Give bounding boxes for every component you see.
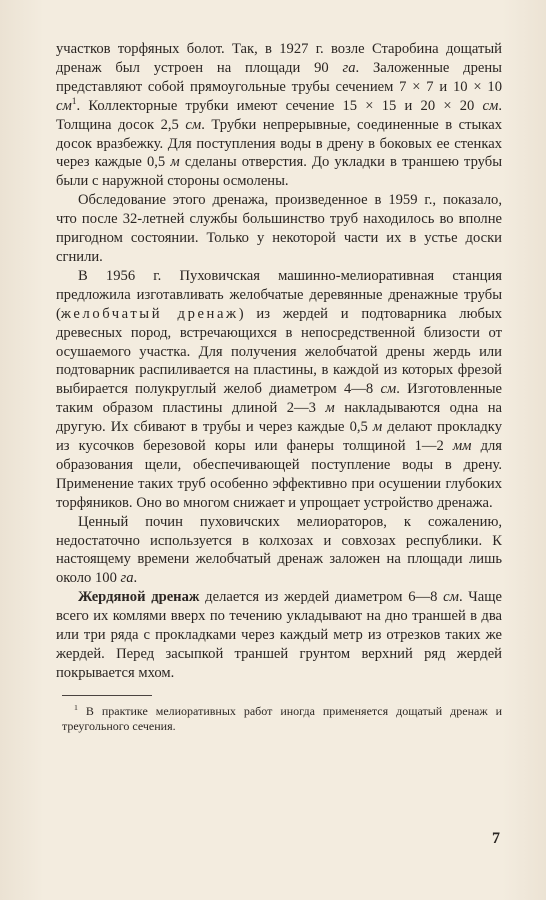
unit: см: [482, 97, 499, 114]
footnote-marker: 1: [74, 702, 78, 712]
unit: см: [443, 589, 459, 606]
unit: га: [342, 59, 356, 76]
paragraph-text: ) из жердей и подтоварника любых древесных пород, встречающихся в непосредственной близости от осушаемого участка. Для получения желобчатой дрены жердь или подтоварник распиливается на пластины, в каждой из которых фрезой выбирается полукруглый желоб диаметром 4—8: [56, 305, 502, 398]
paragraph-5: [56, 588, 502, 683]
unit: см: [56, 97, 72, 114]
paragraph-text: для образования щели, обеспечивающей поступление воды в дрену. Применение таких труб особенно эффективно при осушении глубоких торфяников. Оно во многом снижает и упрощает устройство дренажа.: [56, 438, 502, 511]
unit: см: [380, 381, 397, 398]
footnote-ref[interactable]: 1: [71, 96, 77, 107]
footnote-text: В практике мелиоративных работ иногда применяется дощатый дренаж и треугольного сечения.: [62, 703, 502, 734]
paragraph-text: делается из жердей диаметром 6—8: [199, 589, 444, 606]
unit: м: [372, 419, 383, 436]
footnote-divider: [62, 695, 152, 696]
paragraph-text: Обследование этого дренажа, произведенное в 1959 г., показало, что после 32-летней службы большинство труб находилось во вполне пригодном состоянии. Только у некоторой части их в устье доски сгнили.: [56, 192, 502, 265]
unit: га: [120, 570, 134, 587]
paragraph-text: . Трубки непрерывные, соединенные в стыках досок вразбежку. Для поступления воды в дрену в боковых ее стенках через каждые 0,5: [56, 116, 502, 171]
unit: мм: [452, 438, 472, 455]
paragraph-text: . Чаще всего их комлями вверх по течению укладывают на дно траншей в два или три ряда с прокладками через каждый метр из отрезков таких же жердей. Перед засыпкой траншей грунтом верхний ряд жердей покрывается мхом.: [56, 589, 502, 681]
paragraph-text: . Заложенные дрены представляют собой прямоугольные трубы сечением 7 × 7 и 10 × 10: [56, 59, 502, 95]
spaced-term: желобчатый дренаж: [60, 305, 239, 322]
run-in-heading: Жердяной дренаж: [78, 589, 200, 606]
paragraph-1: [56, 40, 502, 191]
unit: м: [170, 154, 180, 171]
page-body: [56, 40, 502, 735]
paragraph-text: .: [133, 570, 138, 587]
paragraph-2: [56, 191, 502, 267]
paragraph-text: участков торфяных болот. Так, в 1927 г. возле Старобина дощатый дренаж был устроен на площади 90: [56, 41, 502, 76]
page-number: 7: [492, 830, 500, 847]
paragraph-text: . Коллекторные трубки имеют сечение 15 × 15 и 20 × 20: [76, 97, 483, 114]
paragraph-4: [56, 513, 502, 589]
paragraph-text: сделаны отверстия. До укладки в траншею трубы были с наружной стороны осмолены.: [56, 154, 503, 190]
unit: м: [325, 400, 335, 417]
paragraph-text: накладываются одна на другую. Их сбивают в трубы и через каждые 0,5: [56, 400, 503, 436]
paragraph-text: делают прокладку из кусочков березовой коры или фанеры толщиной 1—2: [56, 419, 502, 455]
paragraph-text: Ценный почин пуховичских мелиораторов, к сожалению, недостаточно используется в колхозах и совхозах республики. К настоящему времени желобчатый дренаж заложен на площади лишь около 100: [56, 513, 502, 587]
paragraph-text: В 1956 г. Пуховичская машинно-мелиоративная станция предложила изготавливать желобчатые деревянные дренажные трубы (: [56, 267, 502, 322]
paragraph-text: . Изготовленные таким образом пластины длиной 2—3: [56, 381, 503, 417]
unit: см: [185, 116, 202, 133]
footnote: [56, 704, 502, 735]
paragraph-text: . Толщина досок 2,5: [56, 97, 502, 133]
paragraph-3: [56, 267, 502, 513]
